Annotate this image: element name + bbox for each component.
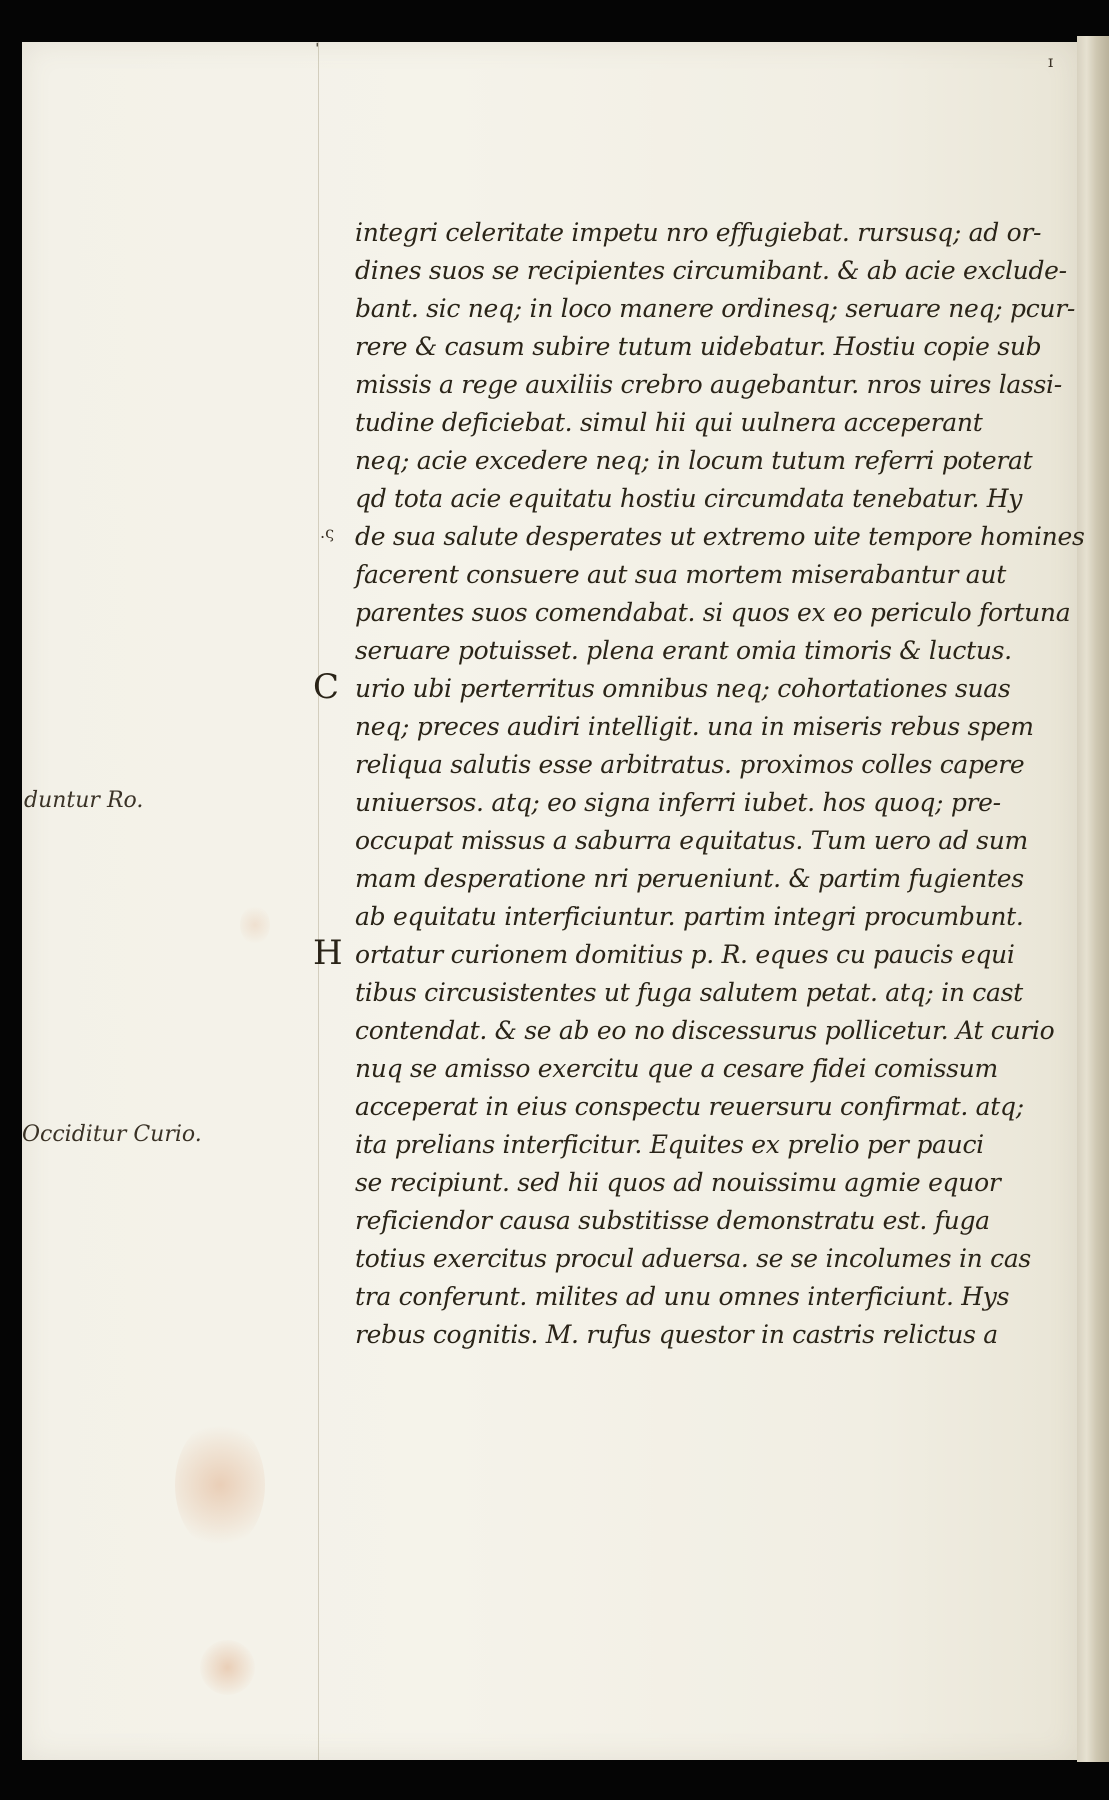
text-line-with-initial-c (313, 667, 1085, 708)
manuscript-text-block (313, 214, 1085, 1354)
margin-ruling-line (318, 42, 319, 1760)
text-line-content: ortatur curionem domitius p. R. eques cu paucis equi (355, 940, 1015, 969)
text-line: dines suos se recipientes circumibant. & ab acie exclude- (355, 256, 1067, 285)
stain-spot-large (175, 1420, 265, 1550)
text-line: tra conferunt. milites ad unu omnes interficiunt. Hys (355, 1282, 1010, 1311)
text-line: reliqua salutis esse arbitratus. proximos colles capere (355, 750, 1025, 779)
text-line: uniuersos. atq; eo signa inferri iubet. hos quoq; pre- (355, 788, 1001, 817)
text-line: nuq se amisso exercitu que a cesare fidei comissum (355, 1054, 998, 1083)
text-line: de sua salute desperates ut extremo uite tempore homines (355, 522, 1085, 551)
text-line: parentes suos comendabat. si quos ex eo periculo fortuna (355, 598, 1071, 627)
text-line: neq; preces audiri intelligit. una in miseris rebus spem (355, 712, 1034, 741)
text-line-content: urio ubi perterritus omnibus neq; cohortationes suas (355, 674, 1011, 703)
text-line: ab equitatu interficiuntur. partim integri procumbunt. (355, 902, 1024, 931)
stain-spot-small (200, 1640, 255, 1695)
text-line: totius exercitus procul aduersa. se se incolumes in cas (355, 1244, 1031, 1273)
text-line: missis a rege auxiliis crebro augebantur. nros uires lassi- (355, 370, 1062, 399)
text-line: qd tota acie equitatu hostiu circumdata tenebatur. Hy (355, 484, 1023, 513)
text-line-with-initial-h (313, 933, 1085, 974)
text-line: rebus cognitis. M. rufus questor in castris relictus a (355, 1320, 998, 1349)
text-line: ita prelians interficitur. Equites ex prelio per pauci (355, 1130, 984, 1159)
text-line: seruare potuisset. plena erant omia timoris & luctus. (355, 636, 1012, 665)
text-line: contendat. & se ab eo no discessurus pollicetur. At curio (355, 1016, 1055, 1045)
text-line: occupat missus a saburra equitatus. Tum uero ad sum (355, 826, 1028, 855)
text-line: neq; acie excedere neq; in locum tutum referri poterat (355, 446, 1033, 475)
top-mark-right: ɪ (1048, 52, 1054, 71)
text-line: mam desperatione nri perueniunt. & partim fugientes (355, 864, 1024, 893)
text-line: tudine deficiebat. simul hii qui uulnera acceperant (355, 408, 983, 437)
text-line: integri celeritate impetu nro effugiebat. rursusq; ad or- (355, 218, 1042, 247)
margin-mark: .ς (320, 523, 335, 542)
marginal-note-2: Occiditur Curio. (22, 1122, 202, 1147)
text-line: bant. sic neq; in loco manere ordinesq; seruare neq; pcur- (355, 294, 1076, 323)
text-line: reficiendor causa substitisse demonstratu est. fuga (355, 1206, 990, 1235)
text-line: acceperat in eius conspectu reuersuru confirmat. atq; (355, 1092, 1024, 1121)
text-line: rere & casum subire tutum uidebatur. Hostiu copie sub (355, 332, 1042, 361)
marginal-note-1: duntur Ro. (24, 788, 144, 813)
initial-letter-c: C (313, 667, 339, 707)
initial-letter-h: H (313, 933, 343, 973)
stain-spot-right-margin (240, 905, 270, 945)
text-line: facerent consuere aut sua mortem miserabantur aut (355, 560, 1006, 589)
top-mark-left: ˈ (315, 40, 320, 59)
text-line: se recipiunt. sed hii quos ad nouissimu agmie equor (355, 1168, 1001, 1197)
text-line: tibus circusistentes ut fuga salutem petat. atq; in cast (355, 978, 1023, 1007)
